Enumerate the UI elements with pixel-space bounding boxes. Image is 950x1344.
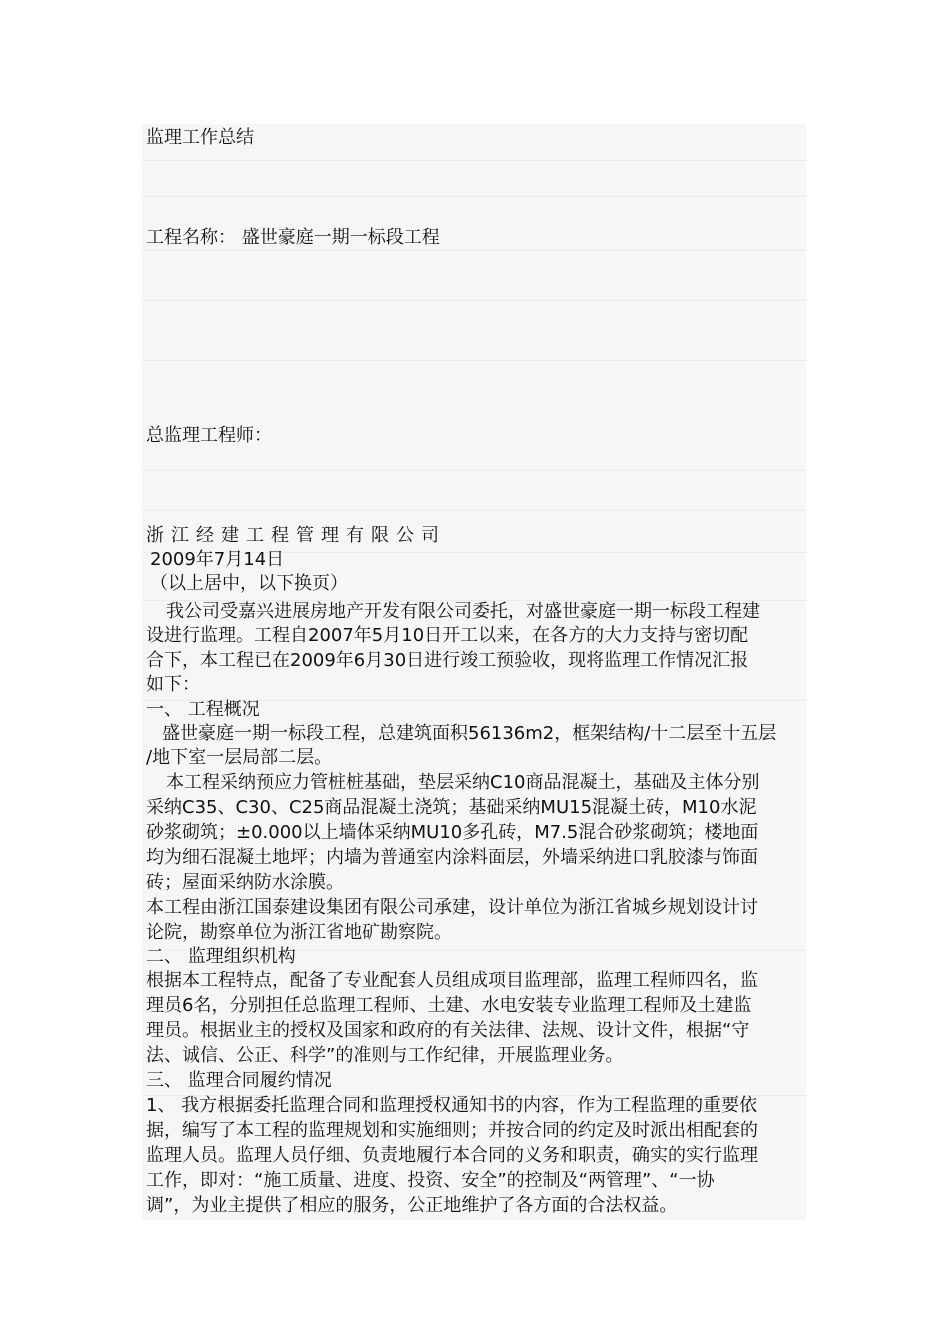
- section-heading: 三、 监理合同履约情况: [146, 1070, 332, 1091]
- body-line: 根据本工程特点，配备了专业配套人员组成项目监理部，监理工程师四名，监: [146, 970, 758, 991]
- body-line: 理员6名，分别担任总监理工程师、土建、水电安装专业监理工程师及土建监: [146, 995, 752, 1016]
- body-line: 论院，勘察单位为浙江省地矿勘察院。: [146, 922, 452, 943]
- chief-engineer-label: 总监理工程师：: [146, 425, 272, 446]
- body-line: 砂浆砌筑；±0.000以上墙体采纳MU10多孔砖，M7.5混合砂浆砌筑；楼地面: [146, 822, 759, 843]
- section-heading: 一、 工程概况: [146, 699, 260, 720]
- body-line: 砖；屋面采纳防水涂膜。: [146, 872, 344, 893]
- company-name: 浙江经建工程管理有限公司: [146, 525, 446, 546]
- body-line: 工作，即对：“施工质量、进度、投资、安全”的控制及“两管理”、“一协: [146, 1170, 715, 1191]
- body-line: 法、诚信、公正、科学”的准则与工作纪律，开展监理业务。: [146, 1045, 624, 1066]
- layout-note: （以上居中，以下换页）: [150, 573, 348, 594]
- body-line: 据，编写了本工程的监理规划和实施细则；并按合同的约定及时派出相配套的: [146, 1120, 758, 1141]
- section-heading: 二、 监理组织机构: [146, 946, 296, 967]
- document-title: 监理工作总结: [146, 127, 254, 148]
- body-line: 1、 我方根据委托监理合同和监理授权通知书的内容，作为工程监理的重要依: [146, 1095, 758, 1116]
- body-line: 合下，本工程已在2009年6月30日进行竣工预验收，现将监理工作情况汇报: [146, 650, 749, 671]
- divider: [142, 196, 806, 197]
- body-line: 监理人员。监理人员仔细、负责地履行本合同的义务和职责，确实的实行监理: [146, 1145, 758, 1166]
- divider: [142, 300, 806, 301]
- divider: [142, 360, 806, 361]
- body-line: 如下：: [146, 674, 200, 695]
- divider: [142, 160, 806, 161]
- body-line: 均为细石混凝土地坪；内墙为普通室内涂料面层，外墙采纳进口乳胶漆与饰面: [146, 847, 758, 868]
- divider: [142, 250, 806, 251]
- divider: [142, 510, 806, 511]
- body-line: 本工程采纳预应力管桩桩基础，垫层采纳C10商品混凝土，基础及主体分别: [166, 772, 760, 793]
- body-line: /地下室一层局部二层。: [146, 747, 333, 768]
- body-line: 设进行监理。工程自2007年5月10日开工以来，在各方的大力支持与密切配: [146, 625, 749, 646]
- body-line: 本工程由浙江国泰建设集团有限公司承建，设计单位为浙江省城乡规划设计讨: [146, 897, 758, 918]
- divider: [142, 470, 806, 471]
- body-line: 理员。根据业主的授权及国家和政府的有关法律、法规、设计文件，根据“守: [146, 1020, 750, 1041]
- body-line: 调”，为业主提供了相应的服务，公正地维护了各方面的合法权益。: [146, 1195, 678, 1216]
- body-line: 我公司受嘉兴进展房地产开发有限公司委托，对盛世豪庭一期一标段工程建: [166, 601, 760, 622]
- body-line: 采纳C35、C30、C25商品混凝土浇筑；基础采纳MU15混凝土砖，M10水泥: [146, 797, 757, 818]
- document-date: 2009年7月14日: [150, 549, 285, 570]
- project-name: 工程名称： 盛世豪庭一期一标段工程: [146, 227, 440, 248]
- body-line: 盛世豪庭一期一标段工程，总建筑面积56136m2，框架结构/十二层至十五层: [162, 723, 777, 744]
